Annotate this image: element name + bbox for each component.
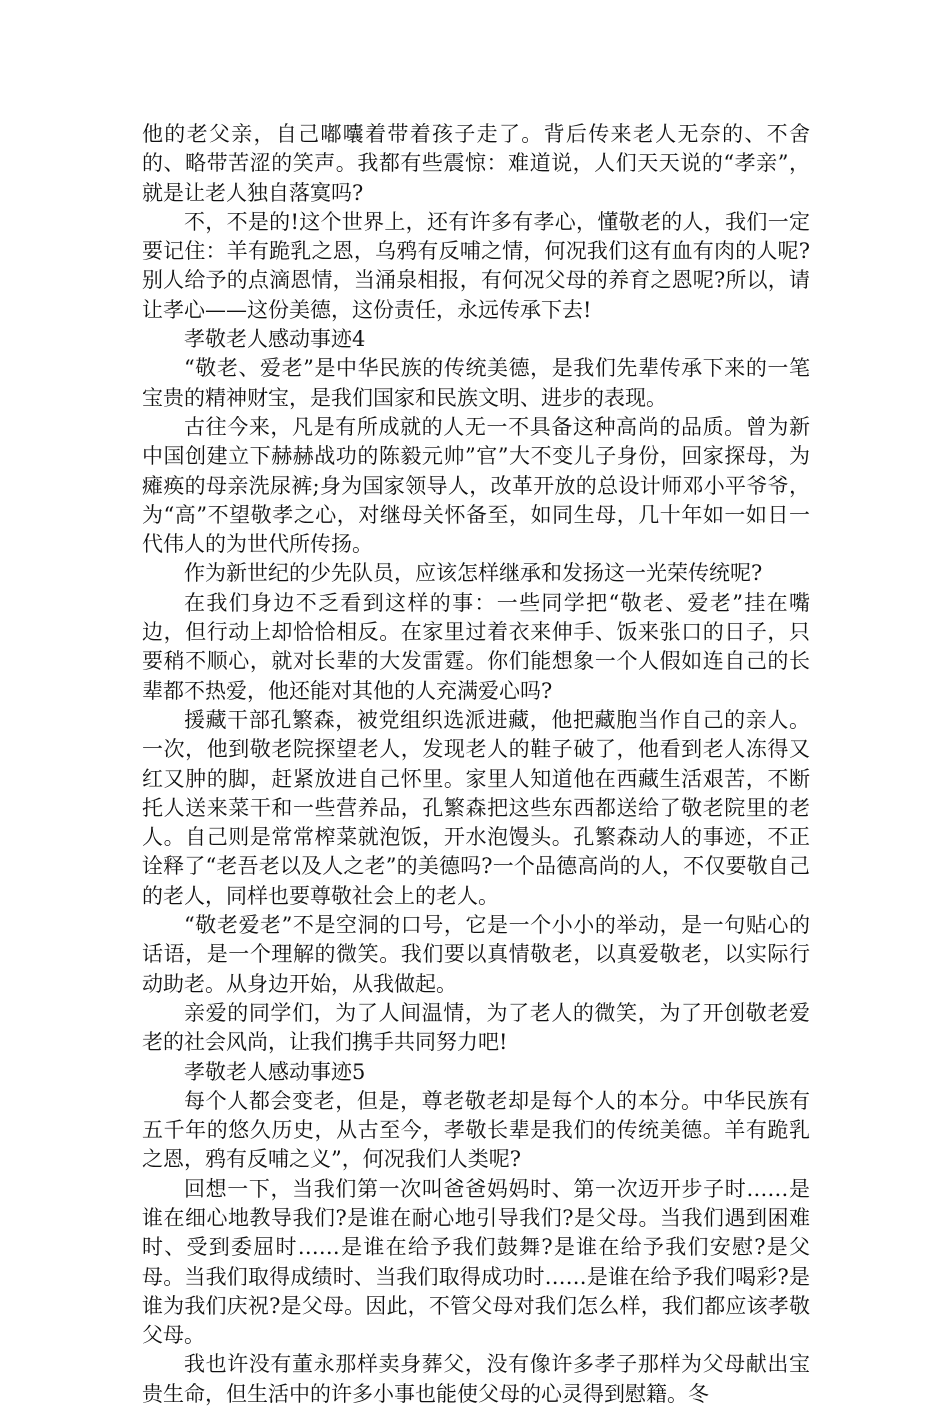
paragraph-continuation: 他的老父亲，自己嘟囔着带着孩子走了。背后传来老人无奈的、不舍的、略带苦涩的笑声。我都有些震惊：难道说，人们天天说的“孝亲”，就是让老人独自落寞吗?: [142, 122, 810, 205]
paragraph: 不，不是的!这个世界上，还有许多有孝心，懂敬老的人，我们一定要记住：羊有跪乳之恩，乌鸦有反哺之情，何况我们这有血有肉的人呢?别人给予的点滴恩情，当涌泉相报，有何况父母的养育之恩呢?所以，请让孝心——这份美德，这份责任，永远传承下去!: [142, 209, 810, 322]
paragraph: 我也许没有董永那样卖身葬父，没有像许多孝子那样为父母献出宝贵生命，但生活中的许多小事也能使父母的心灵得到慰籍。冬: [142, 1352, 810, 1406]
paragraph: “敬老爱老”不是空洞的口号，它是一个小小的举动，是一句贴心的话语，是一个理解的微笑。我们要以真情敬老，以真爱敬老，以实际行动助老。从身边开始，从我做起。: [142, 913, 810, 996]
paragraph: 作为新世纪的少先队员，应该怎样继承和发扬这一光荣传统呢?: [184, 561, 763, 586]
paragraph: 古往今来，凡是有所成就的人无一不具备这种高尚的品质。曾为新中国创建立下赫赫战功的陈毅元帅”官”大不变儿子身份，回家探母，为瘫痪的母亲洗尿裤;身为国家领导人，改革开放的总设计师邓小平爷爷，为“高”不望敬孝之心，对继母关怀备至，如同生母，几十年如一如日一代伟人的为世代所传扬。: [142, 414, 810, 557]
paragraph: 援藏干部孔繁森，被党组织选派进藏，他把藏胞当作自己的亲人。一次，他到敬老院探望老人，发现老人的鞋子破了，他看到老人冻得又红又肿的脚，赶紧放进自己怀里。家里人知道他在西藏生活艰苦，不断托人送来菜干和一些营养品，孔繁森把这些东西都送给了敬老院里的老人。自己则是常常榨菜就泡饭，开水泡馒头。孔繁森动人的事迹，不正诠释了“老吾老以及人之老”的美德吗?一个品德高尚的人，不仅要敬自己的老人，同样也要尊敬社会上的老人。: [142, 707, 810, 908]
document-page: [142, 120, 810, 1409]
paragraph: “敬老、爱老”是中华民族的传统美德，是我们先辈传承下来的一笔宝贵的精神财宝，是我们国家和民族文明、进步的表现。: [142, 356, 810, 410]
section-heading-5: 孝敬老人感动事迹5: [184, 1059, 366, 1084]
paragraph: 在我们身边不乏看到这样的事：一些同学把“敬老、爱老”挂在嘴边，但行动上却恰恰相反。在家里过着衣来伸手、饭来张口的日子，只要稍不顺心，就对长辈的大发雷霆。你们能想象一个人假如连自己的长辈都不热爱，他还能对其他的人充满爱心吗?: [142, 590, 810, 703]
section-heading-4: 孝敬老人感动事迹4: [184, 327, 366, 352]
paragraph: 回想一下，当我们第一次叫爸爸妈妈时、第一次迈开步子时……是谁在细心地教导我们?是谁在耐心地引导我们?是父母。当我们遇到困难时、受到委屈时……是谁在给予我们鼓舞?是谁在给予我们安慰?是父母。当我们取得成绩时、当我们取得成功时……是谁在给予我们喝彩?是谁为我们庆祝?是父母。因此，不管父母对我们怎么样，我们都应该孝敬父母。: [142, 1176, 810, 1348]
paragraph: 亲爱的同学们，为了人间温情，为了老人的微笑，为了开创敬老爱老的社会风尚，让我们携手共同努力吧!: [142, 1000, 810, 1055]
paragraph: 每个人都会变老，但是，尊老敬老却是每个人的本分。中华民族有五千年的悠久历史，从古至今，孝敬长辈是我们的传统美德。羊有跪乳之恩，鸦有反哺之义”，何况我们人类呢?: [142, 1088, 810, 1172]
